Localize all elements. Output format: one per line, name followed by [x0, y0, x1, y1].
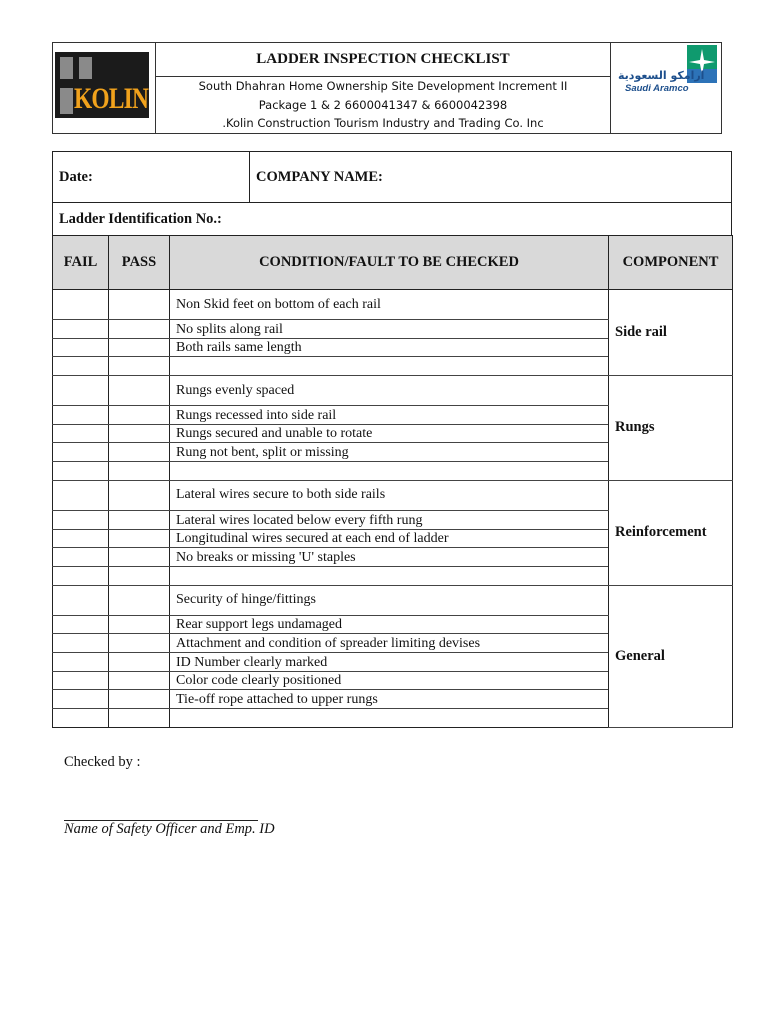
condition-text: No breaks or missing 'U' staples — [170, 548, 609, 567]
ladder-id-field[interactable] — [53, 203, 732, 236]
condition-text: No splits along rail — [170, 320, 609, 339]
kolin-logo — [55, 52, 149, 118]
fail-column-header: FAIL — [53, 236, 109, 290]
condition-text: Rungs evenly spaced — [170, 376, 609, 406]
fail-checkbox-cell[interactable] — [53, 690, 109, 709]
pass-checkbox-cell[interactable] — [109, 357, 170, 376]
aramco-logo-english: Saudi Aramco — [625, 83, 689, 94]
component-label: Side rail — [609, 290, 733, 376]
aramco-logo-cell — [610, 43, 721, 133]
project-line-3: .Kolin Construction Tourism Industry and Trading Co. Inc — [222, 116, 544, 131]
info-table — [52, 151, 732, 236]
date-field[interactable] — [53, 152, 250, 203]
fail-checkbox-cell[interactable] — [53, 566, 109, 585]
pass-checkbox-cell[interactable] — [109, 480, 170, 510]
pass-checkbox-cell[interactable] — [109, 690, 170, 709]
component-label: Rungs — [609, 376, 733, 481]
condition-text: ID Number clearly marked — [170, 652, 609, 671]
date-label: Date: — [59, 168, 93, 185]
company-name-field[interactable] — [250, 152, 732, 203]
condition-text: Rear support legs undamaged — [170, 615, 609, 634]
fail-checkbox-cell[interactable] — [53, 510, 109, 529]
checklist-table — [52, 235, 733, 728]
fail-checkbox-cell[interactable] — [53, 376, 109, 406]
pass-checkbox-cell[interactable] — [109, 652, 170, 671]
project-line-2: Package 1 & 2 6600041347 & 6600042398 — [258, 97, 508, 112]
document-header — [52, 42, 722, 134]
condition-text — [170, 462, 609, 481]
pass-checkbox-cell[interactable] — [109, 585, 170, 615]
pass-checkbox-cell[interactable] — [109, 548, 170, 567]
condition-text: Color code clearly positioned — [170, 671, 609, 690]
pass-checkbox-cell[interactable] — [109, 443, 170, 462]
document-title: LADDER INSPECTION CHECKLIST — [156, 43, 610, 77]
fail-checkbox-cell[interactable] — [53, 443, 109, 462]
pass-checkbox-cell[interactable] — [109, 529, 170, 548]
condition-text: Lateral wires located below every fifth rung — [170, 510, 609, 529]
signature-caption: Name of Safety Officer and Emp. ID — [64, 821, 275, 837]
pass-checkbox-cell[interactable] — [109, 615, 170, 634]
project-line-1: South Dhahran Home Ownership Site Development Increment II — [198, 79, 568, 94]
fail-checkbox-cell[interactable] — [53, 585, 109, 615]
condition-text: Security of hinge/fittings — [170, 585, 609, 615]
title-cell — [156, 43, 610, 133]
component-label: Reinforcement — [609, 480, 733, 585]
condition-text: Attachment and condition of spreader limiting devises — [170, 634, 609, 653]
pass-checkbox-cell[interactable] — [109, 709, 170, 728]
condition-text — [170, 566, 609, 585]
condition-column-header: CONDITION/FAULT TO BE CHECKED — [170, 236, 609, 290]
ladder-id-label: Ladder Identification No.: — [59, 210, 222, 227]
condition-text: Longitudinal wires secured at each end of ladder — [170, 529, 609, 548]
pass-checkbox-cell[interactable] — [109, 634, 170, 653]
checklist-header-row — [53, 236, 733, 290]
fail-checkbox-cell[interactable] — [53, 480, 109, 510]
company-name-label: COMPANY NAME: — [256, 168, 383, 185]
pass-checkbox-cell[interactable] — [109, 462, 170, 481]
condition-text: Rungs recessed into side rail — [170, 406, 609, 425]
fail-checkbox-cell[interactable] — [53, 548, 109, 567]
kolin-logo-cell — [53, 43, 156, 133]
pass-checkbox-cell[interactable] — [109, 320, 170, 339]
pass-checkbox-cell[interactable] — [109, 376, 170, 406]
fail-checkbox-cell[interactable] — [53, 338, 109, 357]
fail-checkbox-cell[interactable] — [53, 671, 109, 690]
fail-checkbox-cell[interactable] — [53, 529, 109, 548]
condition-text: Tie-off rope attached to upper rungs — [170, 690, 609, 709]
pass-column-header: PASS — [109, 236, 170, 290]
checklist-row — [53, 376, 733, 406]
kolin-logo-text: KOLIN — [74, 82, 149, 115]
fail-checkbox-cell[interactable] — [53, 320, 109, 339]
fail-checkbox-cell[interactable] — [53, 424, 109, 443]
fail-checkbox-cell[interactable] — [53, 357, 109, 376]
checklist-row — [53, 480, 733, 510]
condition-text: Both rails same length — [170, 338, 609, 357]
project-details — [156, 77, 610, 133]
aramco-logo-arabic: ارامكو السعودية — [618, 69, 705, 82]
pass-checkbox-cell[interactable] — [109, 406, 170, 425]
checklist-row — [53, 585, 733, 615]
fail-checkbox-cell[interactable] — [53, 290, 109, 320]
fail-checkbox-cell[interactable] — [53, 462, 109, 481]
condition-text: Rungs secured and unable to rotate — [170, 424, 609, 443]
component-column-header: COMPONENT — [609, 236, 733, 290]
checked-by-label: Checked by : — [64, 754, 141, 770]
condition-text: Lateral wires secure to both side rails — [170, 480, 609, 510]
pass-checkbox-cell[interactable] — [109, 510, 170, 529]
condition-text: Non Skid feet on bottom of each rail — [170, 290, 609, 320]
fail-checkbox-cell[interactable] — [53, 634, 109, 653]
pass-checkbox-cell[interactable] — [109, 671, 170, 690]
checklist-body — [53, 290, 733, 728]
condition-text: Rung not bent, split or missing — [170, 443, 609, 462]
pass-checkbox-cell[interactable] — [109, 338, 170, 357]
fail-checkbox-cell[interactable] — [53, 615, 109, 634]
checklist-row — [53, 290, 733, 320]
fail-checkbox-cell[interactable] — [53, 652, 109, 671]
fail-checkbox-cell[interactable] — [53, 406, 109, 425]
pass-checkbox-cell[interactable] — [109, 424, 170, 443]
pass-checkbox-cell[interactable] — [109, 566, 170, 585]
fail-checkbox-cell[interactable] — [53, 709, 109, 728]
pass-checkbox-cell[interactable] — [109, 290, 170, 320]
component-label: General — [609, 585, 733, 727]
condition-text — [170, 709, 609, 728]
condition-text — [170, 357, 609, 376]
